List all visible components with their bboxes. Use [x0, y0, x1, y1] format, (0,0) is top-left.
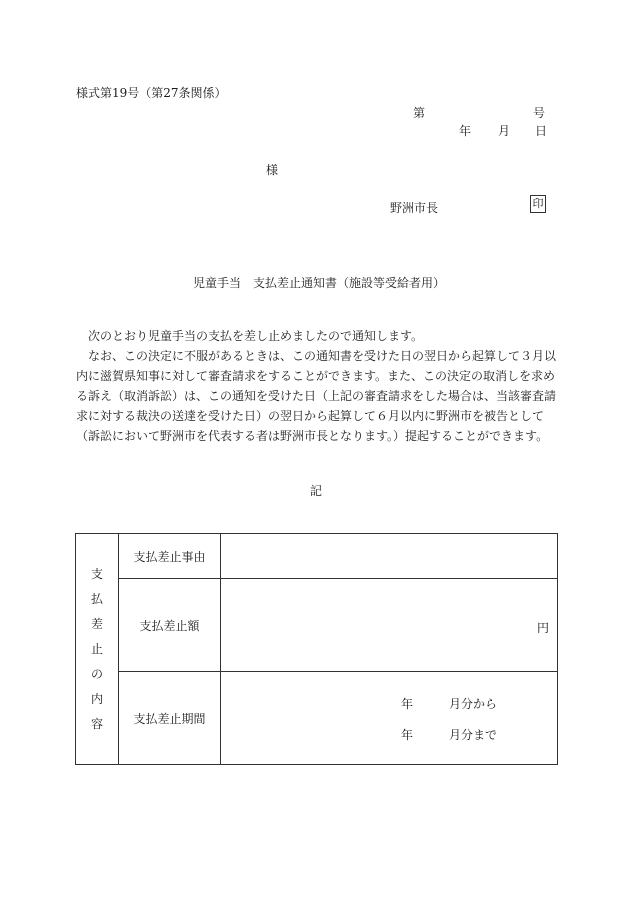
document-title: 児童手当 支払差止通知書（施設等受給者用） [193, 276, 446, 290]
amount-label: 支払差止額 [119, 579, 221, 672]
side-char: 払 [90, 591, 103, 606]
document-number-prefix: 第 [413, 106, 426, 120]
amount-unit: 円 [536, 621, 549, 635]
body-text [76, 326, 559, 446]
period-to-year: 年 [401, 728, 414, 742]
date-month: 月 [498, 124, 511, 138]
seal-stamp: 印 [530, 195, 546, 213]
period-from [401, 695, 497, 712]
amount-value [221, 579, 558, 672]
date-day: 日 [535, 124, 548, 138]
period-value [221, 672, 558, 765]
period-to [401, 726, 497, 743]
side-char: 差 [90, 616, 103, 631]
body-paragraph-1: 次のとおり児童手当の支払を差し止めましたので通知します。 [88, 329, 424, 343]
side-label-cell [76, 534, 119, 765]
date-year: 年 [459, 124, 472, 138]
period-from-year: 年 [401, 697, 414, 711]
document-number-suffix: 号 [532, 106, 545, 120]
sender-name: 野洲市長 [390, 201, 439, 215]
reason-value [221, 534, 558, 579]
addressee-suffix: 様 [266, 163, 279, 177]
period-to-month: 月分まで [449, 728, 498, 742]
detail-table [75, 533, 558, 765]
table-row-amount [76, 579, 558, 672]
body-paragraph-2: なお、この決定に不服があるときは、この通知書を受けた日の翌日から起算して３月以内に滋賀県知事に対して審査請求をすることができます。また、この決定の取消しを求める訴え（取消訴訟）は、この通知を受けた日（上記の審査請求をした場合は、当該審査請求に対する裁決の送達を受けた日）の翌日から起算して６月以内に野洲市を被告として（訴訟において野洲市を代表する者は野洲市長となります。）提起することができます。 [76, 349, 557, 443]
side-char: 容 [90, 716, 103, 731]
side-char: の [90, 666, 103, 681]
table-row-period [76, 672, 558, 765]
side-label [91, 562, 103, 737]
side-char: 止 [90, 641, 103, 656]
side-char: 内 [90, 691, 103, 706]
form-number: 様式第19号（第27条関係） [76, 86, 227, 100]
period-label: 支払差止期間 [119, 672, 221, 765]
table-row-reason [76, 534, 558, 579]
period-from-month: 月分から [449, 697, 498, 711]
side-char: 支 [90, 566, 103, 581]
ki-heading: 記 [310, 484, 323, 498]
reason-label: 支払差止事由 [119, 534, 221, 579]
document-number [413, 104, 545, 121]
